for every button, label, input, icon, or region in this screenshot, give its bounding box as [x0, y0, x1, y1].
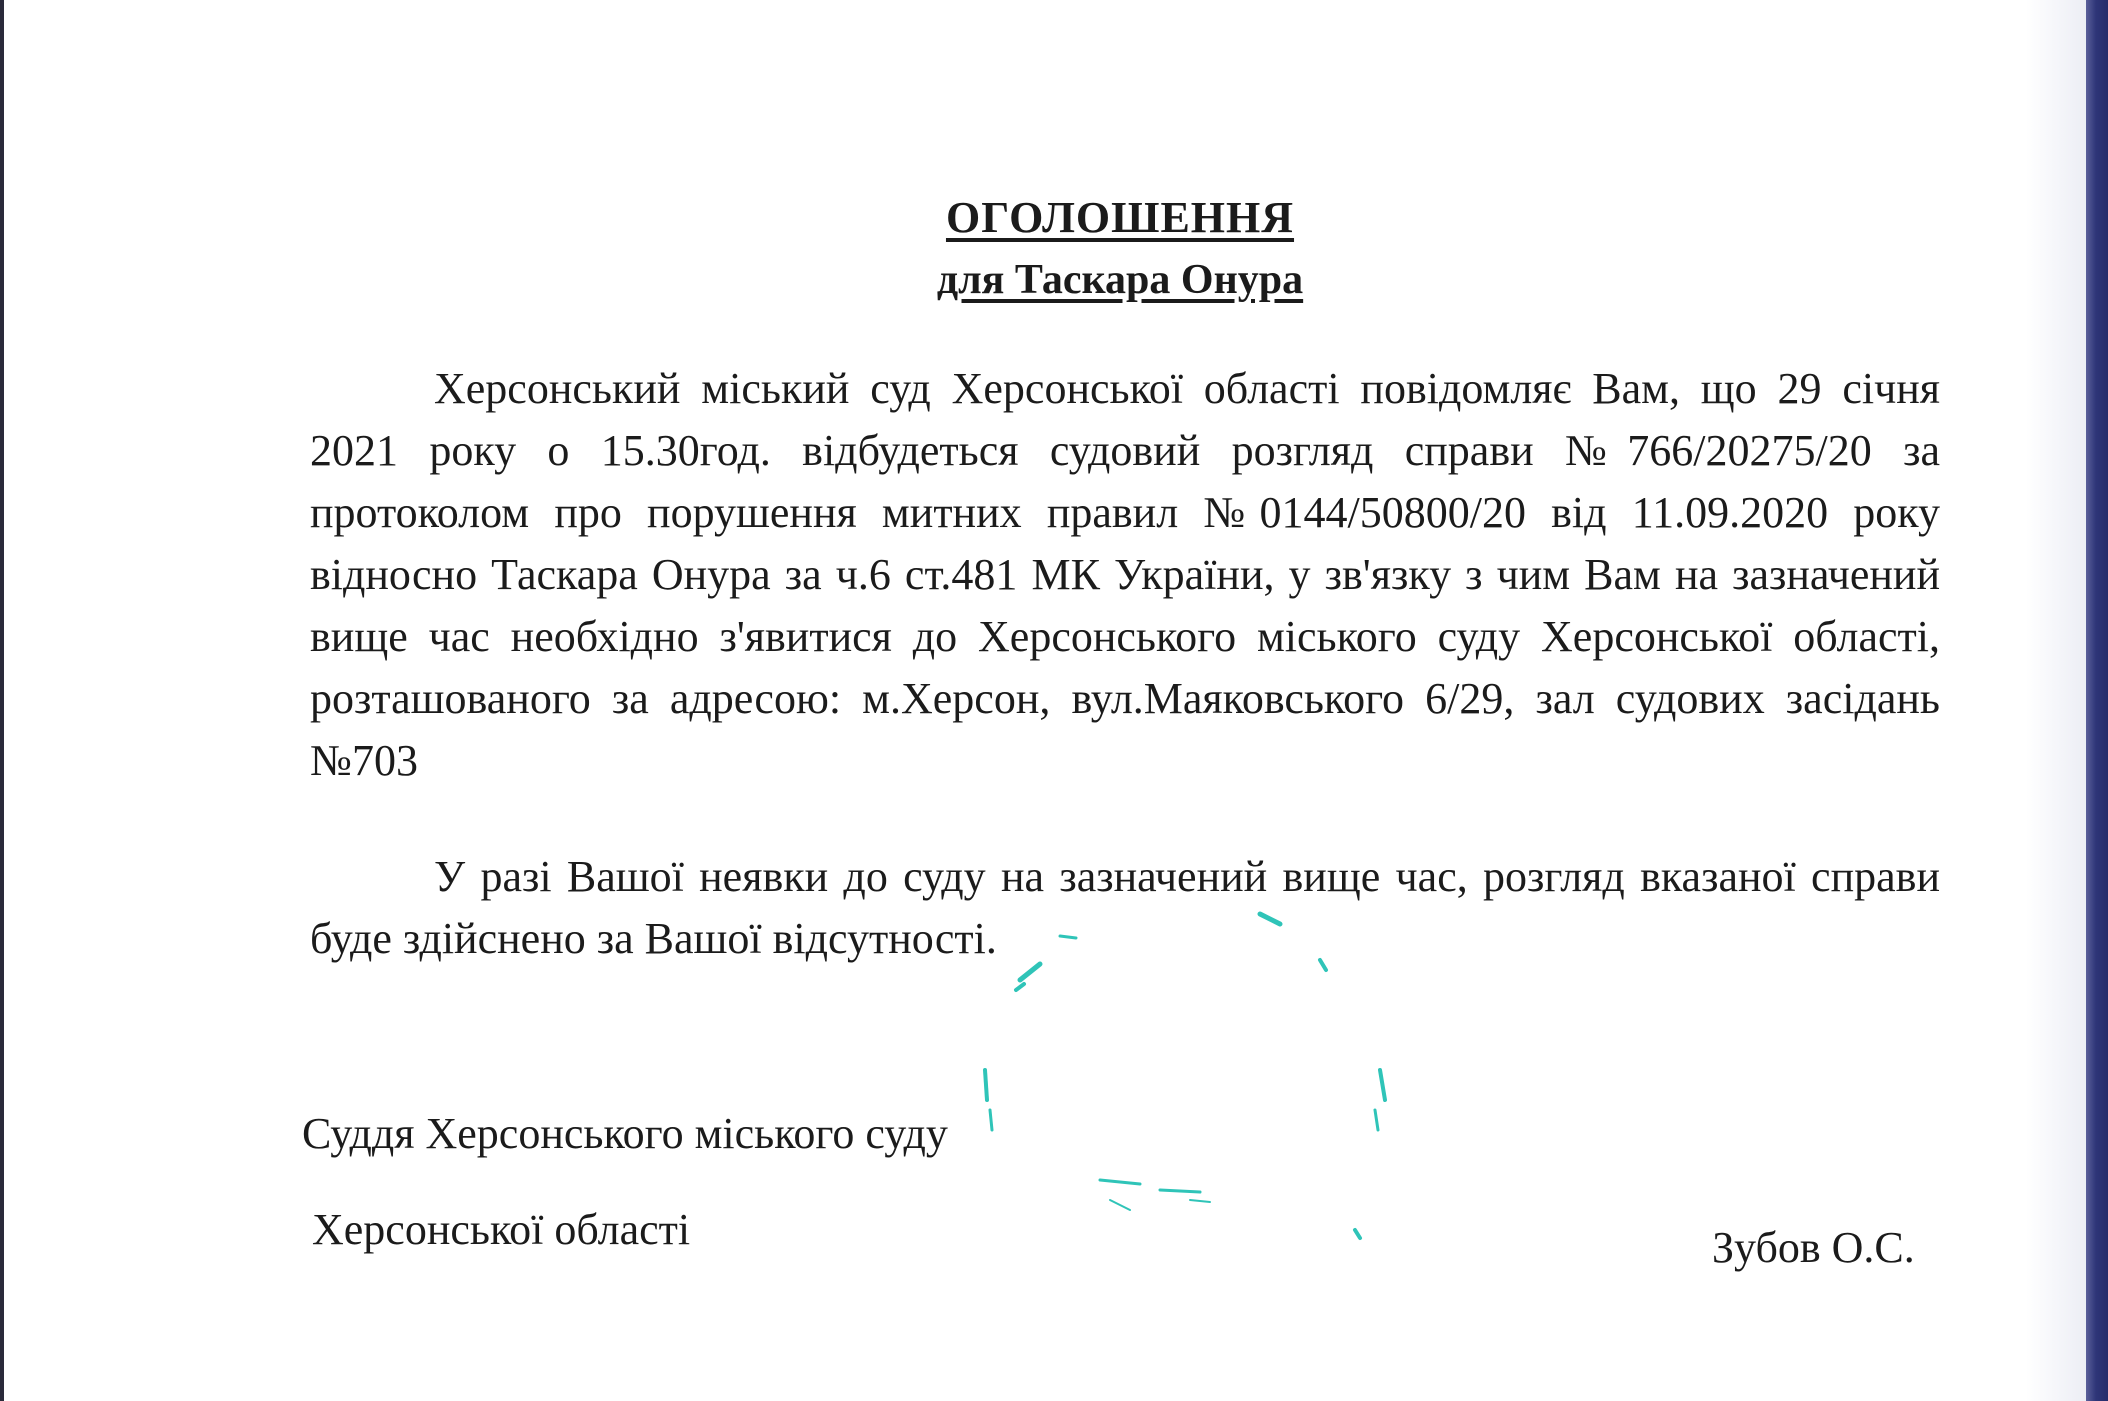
- notice-paragraph-1: Херсонський міський суд Херсонської області повідомляє Вам, що 29 січня 2021 року о 15.30год. відбудеться судовий розгляд справи №766/20275/20 за протоколом про порушення митних правил №0144/50800/20 від 11.09.2020 року відносно Таскара Онура за ч.6 ст.481 МК України, у зв'язку з чим Вам на зазначений вище час необхідно з'явитися до Херсонського міського суду Херсонської області, розташованого за адресою: м.Херсон, вул.Маяковського 6/29, зал судових засідань №703: [310, 364, 1940, 785]
- stamp-icon: [960, 900, 1420, 1300]
- signature-name: Зубов О.С.: [1712, 1223, 1915, 1272]
- signature-position-line-1: Суддя Херсонського міського суду: [302, 1109, 948, 1158]
- notice-paragraph-2: У разі Вашої неявки до суду на зазначений вище час, розгляд вказаної справи буде здійснено за Вашої відсутності.: [310, 852, 1940, 963]
- document-subtitle: для Таскара Онура: [936, 257, 1304, 303]
- document-title: ОГОЛОШЕННЯ: [945, 193, 1295, 242]
- signature-position-line-2: Херсонської області: [312, 1205, 691, 1254]
